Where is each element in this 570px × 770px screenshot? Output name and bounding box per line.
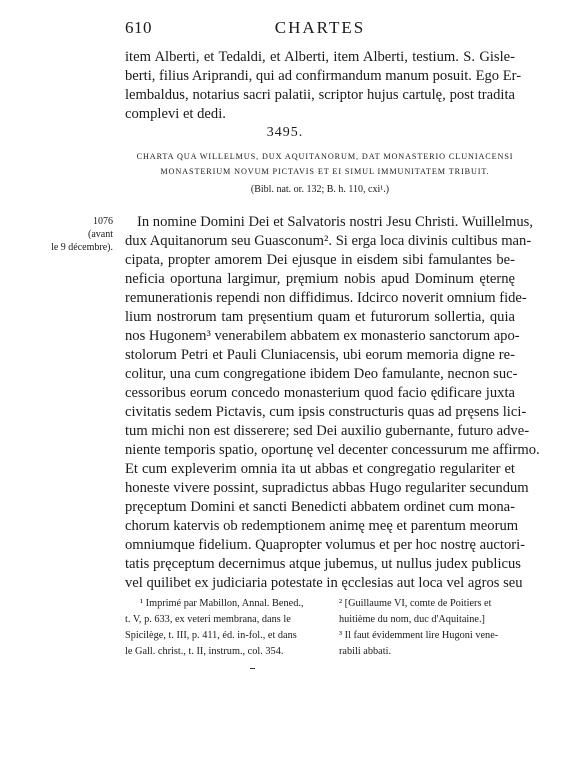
charter-source: (Bibl. nat. or. 132; B. h. 110, cxi¹.) [250,184,390,195]
text-line: vel quilibet ex judiciaria potestate in ęcclesias aut loca vel agros seu [125,575,523,591]
text-line: civitatis sedem Pictavis, cum ipsis constructuris quas ad pręsens lici- [125,404,527,420]
text-line: niente temporis spatio, oportunę vel decenter concessurum me affirmo. [125,442,540,458]
footnote-line: Spicilège, t. III, p. 411, éd. in-fol., et dans [125,630,297,641]
margin-note-line: 1076 [93,216,113,227]
text-line: colitur, una cum congregatione ibidem Deo famulante, necnon suc- [125,366,518,382]
text-line: remunerationis rependi non diffidimus. Idcirco noverit omnium fide- [125,290,527,306]
text-line: nos Hugonem³ venerabilem abbatem ex monasterio sanctorum apo- [125,328,520,344]
text-line: dux Aquitanorum seu Guasconum². Si erga loca divinis cultibus man- [125,233,532,249]
footnote-line: ² [Guillaume VI, comte de Poitiers et [339,598,492,609]
text-line: berti, filius Ariprandi, qui ad confirmandum manum posuit. Ego Er- [125,68,522,84]
text-line: tatis pręceptum decernimus atque jubemus, ut nullus judex publicus [125,556,521,572]
charter-rubric-line: MONASTERIUM NOVUM PICTAVIS ET EI SIMUL IMMUNITATEM TRIBUIT. [160,167,490,176]
text-line: item Alberti, et Tedaldi, et Alberti, item Alberti, testium. S. Gisle- [125,49,515,65]
charter-rubric-line: CHARTA QUA WILLELMUS, DUX AQUITANORUM, DAT MONASTERIO CLUNIACENSI [136,152,514,161]
text-line: tum michi non est disserere; sed Dei auxilio gubernante, futuro adve- [125,423,530,439]
text-line: In nomine Domini Dei et Salvatoris nostri Jesu Christi. Wuillelmus, [137,214,533,230]
text-line: neficia oportuna largimur, pręmium nobis apud Dominum ęternę [125,271,515,287]
text-line: lium nostrorum tam pręsentium quam et futurorum sollertia, quia [125,309,515,325]
text-line: Et cum expleverim omnia ita ut abbas et congregatio regulariter et [125,461,515,477]
text-line: cessoribus eorum concedo monasterium quod facio ędificare juxta [125,385,515,401]
footnote-line: ¹ Imprimé par Mabillon, Annal. Bened., [140,598,304,609]
footnote-line: huitième du nom, duc d'Aquitaine.] [339,614,485,625]
text-line: omniumque fidelium. Quapropter volumus et per hoc nostrę auctori- [125,537,526,553]
text-line: chorum katervis ob redemptionem animę meę et parentum meorum [125,518,519,534]
text-line: complevi et dedi. [125,106,226,122]
page-header [125,18,515,42]
text-line: honeste vivere possint, supradictus abbas Hugo regulariter secundum [125,480,529,496]
footnote-line: t. V, p. 633, ex veteri membrana, dans le [125,614,291,625]
margin-note-line: le 9 décembre). [51,242,113,253]
footnote-line: le Gall. christ., t. II, instrum., col. 354. [125,646,284,657]
end-mark [250,668,255,669]
page-number: 610 [125,18,152,37]
margin-note-line: (avant [88,229,113,240]
text-line: lembaldus, notarius sacri palatii, scriptor hujus cartulę, post tradita [125,87,515,103]
charter-number: 3495. [266,125,304,140]
text-line: stolorum Petri et Pauli Cluniacensis, ubi eorum memoria digne re- [125,347,515,363]
text-line: pręceptum Domini et sancti Benedicti abbatem ordinet cum mona- [125,499,515,515]
footnote-line: rabili abbati. [339,646,392,657]
footnote-line: ³ Il faut évidemment lire Hugoni vene- [339,630,499,641]
text-line: cipata, propter amorem Dei ejusque in eisdem sibi famulantes be- [125,252,515,268]
running-title: CHARTES [274,18,366,37]
